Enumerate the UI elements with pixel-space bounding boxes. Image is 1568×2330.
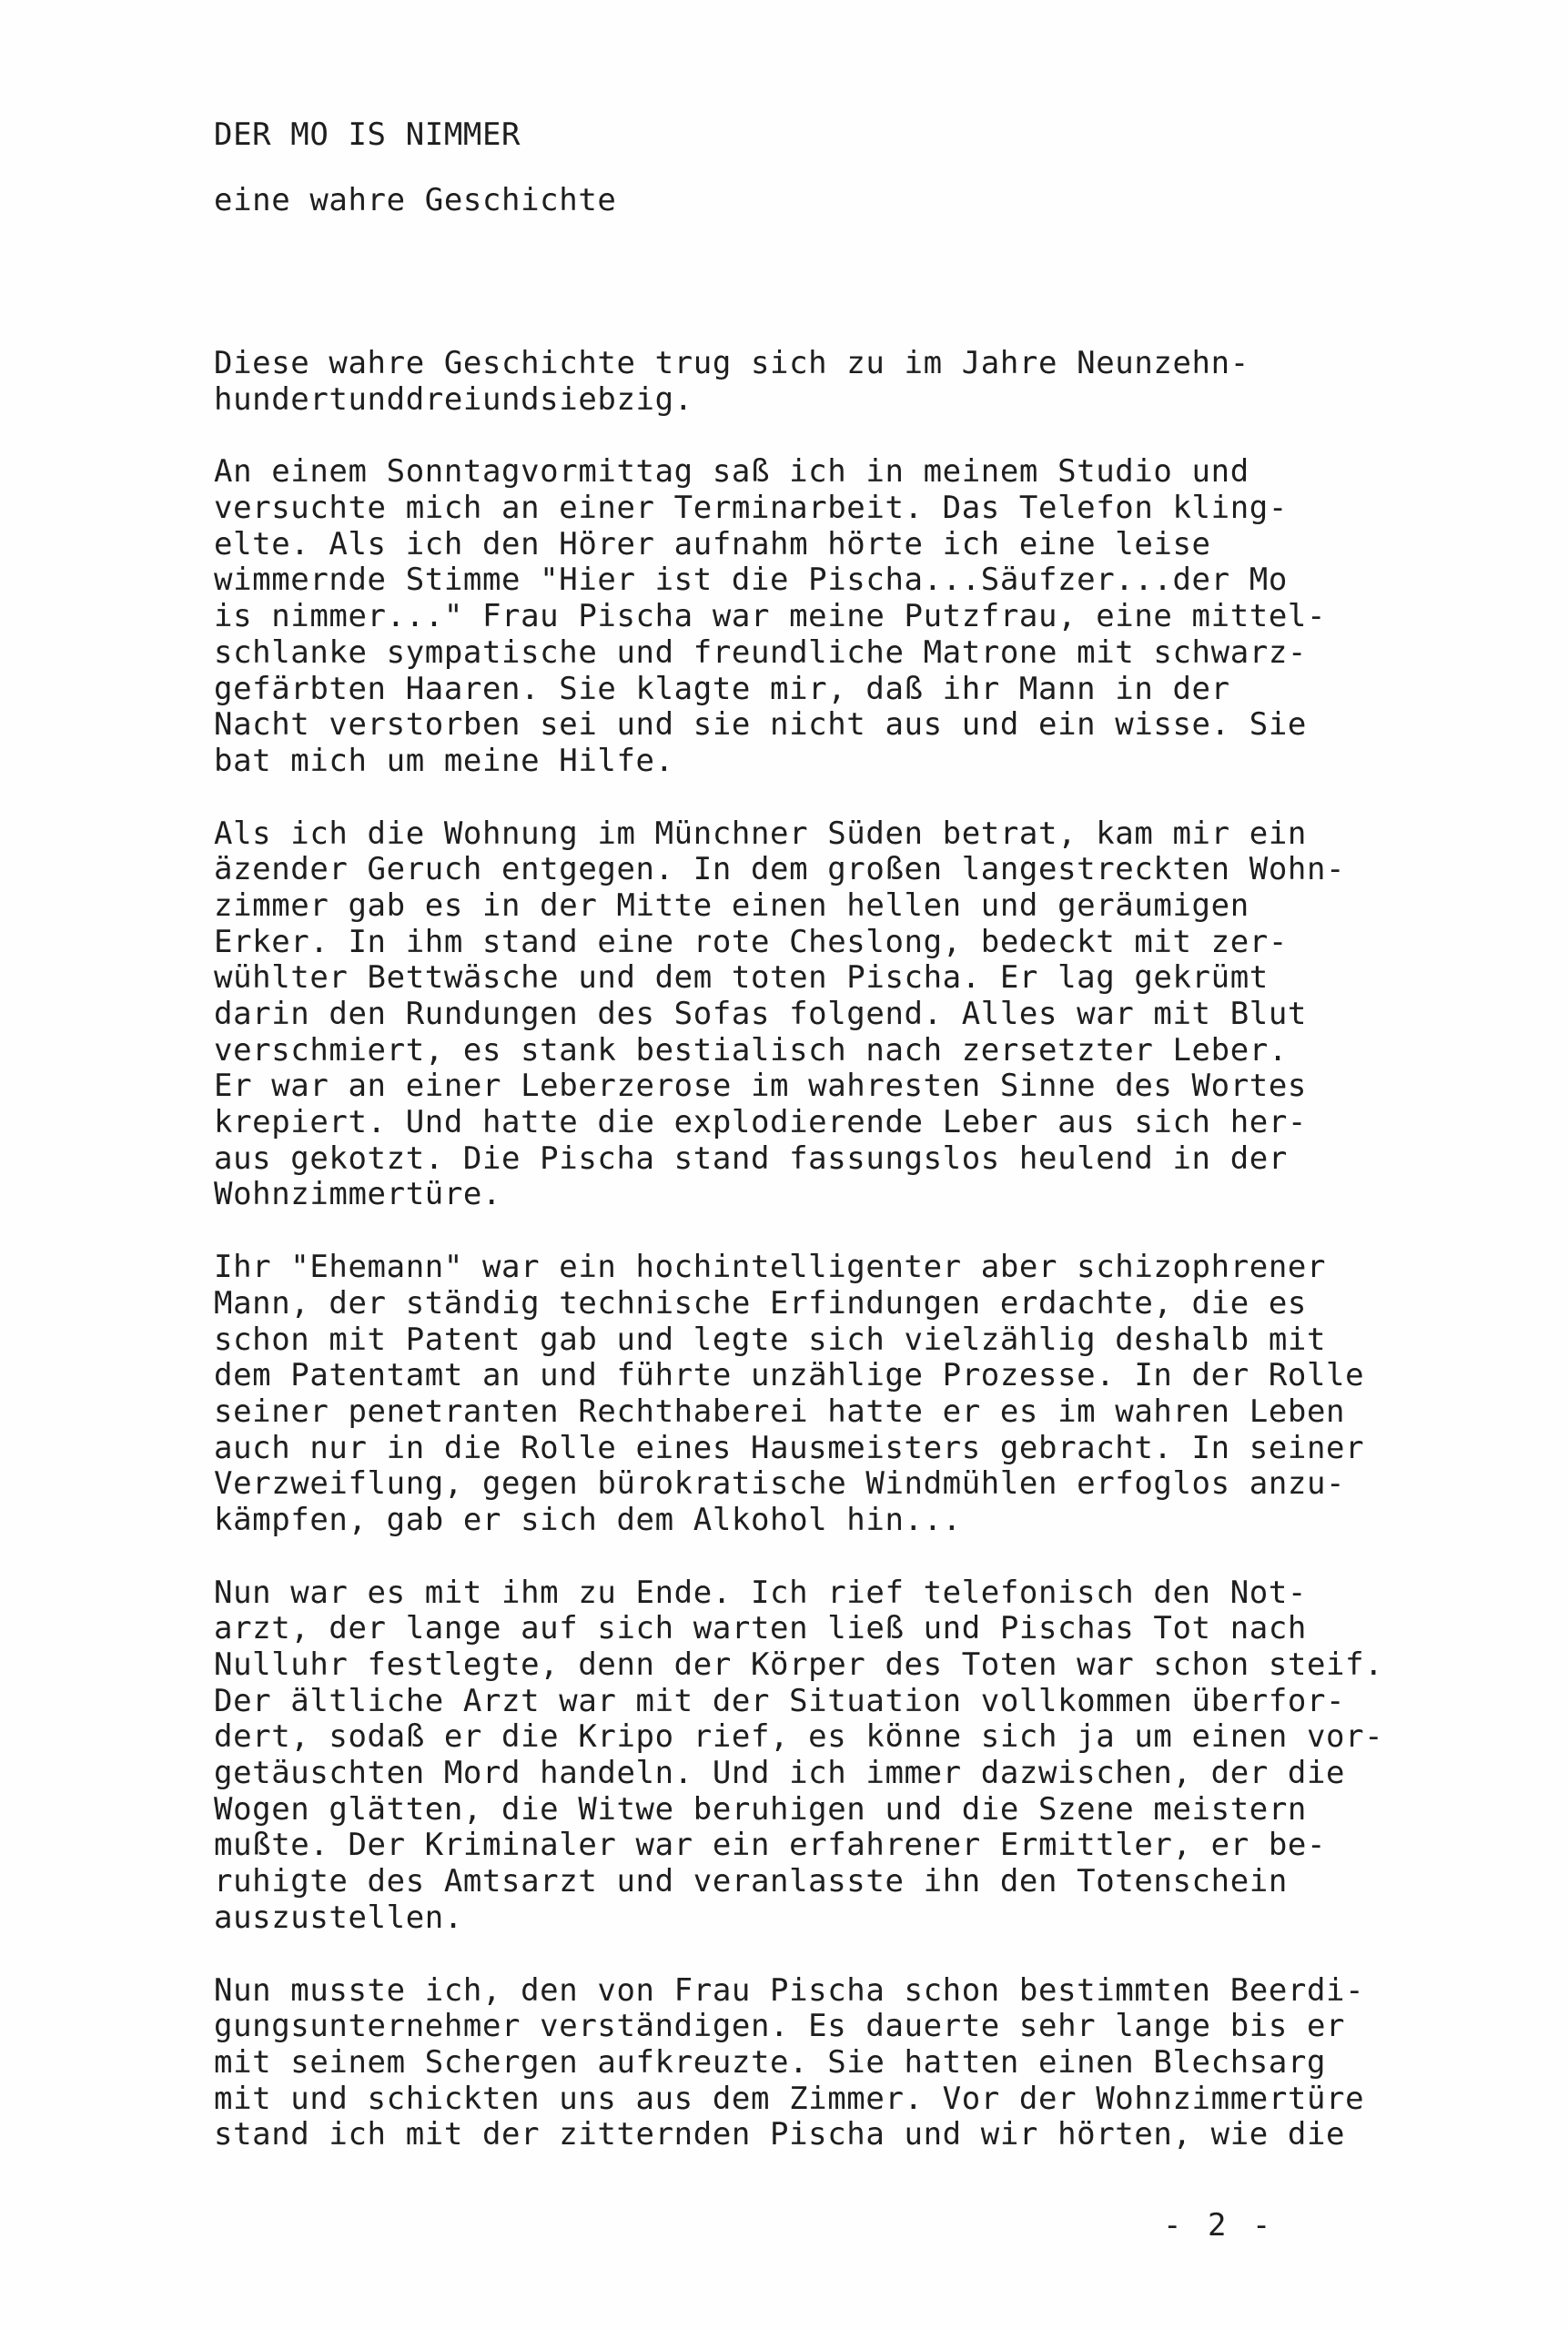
- paragraph: [214, 346, 1506, 418]
- text-line: mußte. Der Kriminaler war ein erfahrener Ermittler, er be-: [214, 1827, 1327, 1864]
- text-line: mit und schickten uns aus dem Zimmer. Vor der Wohnzimmertüre: [214, 2080, 1365, 2117]
- text-line: äzender Geruch entgegen. In dem großen langestreckten Wohn-: [214, 851, 1346, 888]
- text-line: schon mit Patent gab und legte sich vielzählig deshalb mit: [214, 1321, 1327, 1358]
- text-line: Nacht verstorben sei und sie nicht aus und ein wisse. Sie: [214, 706, 1307, 744]
- text-line: darin den Rundungen des Sofas folgend. Alles war mit Blut: [214, 996, 1307, 1032]
- text-line: aus gekotzt. Die Pischa stand fassungslos heulend in der: [214, 1140, 1288, 1177]
- text-line: Nulluhr festlegte, denn der Körper des Toten war schon steif.: [214, 1646, 1384, 1683]
- text-line: Nun war es mit ihm zu Ende. Ich rief telefonisch den Not-: [214, 1574, 1307, 1611]
- text-line: wimmernde Stimme "Hier ist die Pischa...Säufzer...der Mo: [214, 562, 1288, 599]
- text-line: is nimmer..." Frau Pischa war meine Putzfrau, eine mittel-: [214, 598, 1327, 635]
- text-line: verschmiert, es stank bestialisch nach zersetzter Leber.: [214, 1031, 1288, 1069]
- paragraph: [214, 1575, 1506, 1937]
- text-line: dert, sodaß er die Kripo rief, es könne sich ja um einen vor-: [214, 1718, 1384, 1756]
- text-line: auszustellen.: [214, 1899, 463, 1936]
- text-line: versuchte mich an einer Terminarbeit. Das Telefon kling-: [214, 490, 1288, 527]
- paragraph: [214, 816, 1506, 1214]
- text-line: Wogen glätten, die Witwe beruhigen und die Szene meistern: [214, 1790, 1307, 1828]
- story-text: [214, 346, 1506, 2153]
- text-line: auch nur in die Rolle eines Hausmeisters gebracht. In seiner: [214, 1429, 1365, 1466]
- text-line: ruhigte des Amtsarzt und veranlasste ihn den Totenschein: [214, 1863, 1288, 1900]
- text-line: Wohnzimmertüre.: [214, 1176, 502, 1213]
- text-line: arzt, der lange auf sich warten ließ und Pischas Tot nach: [214, 1610, 1307, 1647]
- text-line: mit seinem Schergen aufkreuzte. Sie hatten einen Blechsarg: [214, 2043, 1327, 2081]
- paragraph: [214, 1250, 1506, 1539]
- text-line: dem Patentamt an und führte unzählige Prozesse. In der Rolle: [214, 1357, 1365, 1394]
- text-line: wühlter Bettwäsche und dem toten Pischa. Er lag gekrümt: [214, 959, 1269, 997]
- text-line: Mann, der ständig technische Erfindungen erdachte, die es: [214, 1284, 1307, 1322]
- text-line: seiner penetranten Rechthaberei hatte er es im wahren Leben: [214, 1393, 1346, 1430]
- text-line: Er war an einer Leberzerose im wahresten Sinne des Wortes: [214, 1068, 1307, 1105]
- text-line: gefärbten Haaren. Sie klagte mir, daß ihr Mann in der: [214, 670, 1230, 707]
- text-line: hundertunddreiundsiebzig.: [214, 380, 693, 418]
- text-line: Verzweiflung, gegen bürokratische Windmühlen erfoglos anzu-: [214, 1465, 1346, 1503]
- text-line: getäuschten Mord handeln. Und ich immer dazwischen, der die: [214, 1755, 1346, 1792]
- text-line: kämpfen, gab er sich dem Alkohol hin...: [214, 1501, 962, 1538]
- page-number: - 2 -: [1163, 2207, 1275, 2244]
- text-line: gungsunternehmer verständigen. Es dauerte sehr lange bis er: [214, 2008, 1346, 2045]
- text-line: Der ältliche Arzt war mit der Situation vollkommen überfor-: [214, 1682, 1346, 1719]
- text-line: Erker. In ihm stand eine rote Cheslong, bedeckt mit zer-: [214, 923, 1288, 960]
- text-line: krepiert. Und hatte die explodierende Leber aus sich her-: [214, 1104, 1307, 1141]
- paragraph: [214, 454, 1506, 779]
- document-subtitle: eine wahre Geschichte: [214, 182, 617, 218]
- text-line: Diese wahre Geschichte trug sich zu im Jahre Neunzehn-: [214, 345, 1249, 381]
- text-line: Ihr "Ehemann" war ein hochintelligenter aber schizophrener: [214, 1249, 1327, 1286]
- paragraph: [214, 1973, 1506, 2153]
- text-line: stand ich mit der zitternden Pischa und wir hörten, wie die: [214, 2116, 1346, 2153]
- text-line: An einem Sonntagvormittag saß ich in meinem Studio und: [214, 453, 1249, 491]
- page-body: [214, 116, 1506, 2190]
- text-line: Nun musste ich, den von Frau Pischa schon bestimmten Beerdi-: [214, 1971, 1365, 2009]
- document-title: DER MO IS NIMMER: [214, 116, 521, 153]
- text-line: schlanke sympatische und freundliche Matrone mit schwarz-: [214, 633, 1307, 671]
- text-line: elte. Als ich den Hörer aufnahm hörte ich eine leise: [214, 525, 1211, 562]
- text-line: Als ich die Wohnung im Münchner Süden betrat, kam mir ein: [214, 815, 1307, 852]
- text-line: bat mich um meine Hilfe.: [214, 742, 674, 779]
- text-line: zimmer gab es in der Mitte einen hellen und geräumigen: [214, 886, 1249, 924]
